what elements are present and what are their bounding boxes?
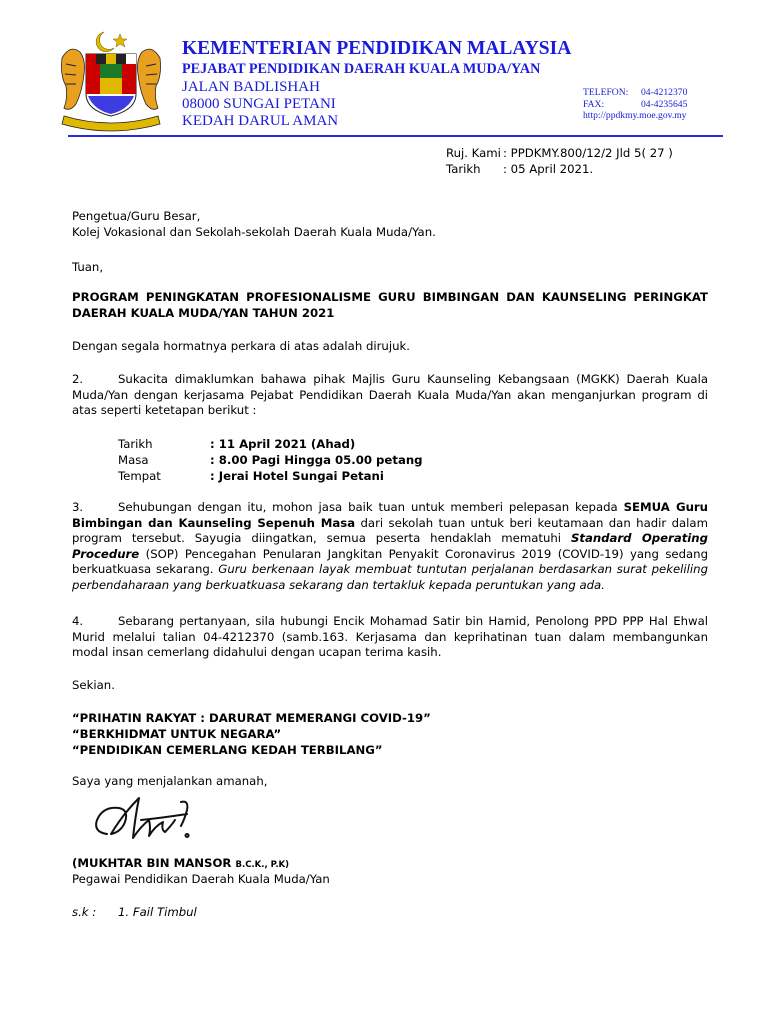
signatory-name	[72, 856, 289, 874]
paragraph-3-italic: Guru berkenaan layak membuat tuntutan perjalanan berdasarkan surat pekeliling perbendaharaan yang berkuatkuasa sekarang dan tertakluk kepada peruntukan yang ada.	[72, 562, 708, 592]
paragraph-2-text: Sukacita dimaklumkan bahawa pihak Majlis Guru Kaunseling Kebangsaan (MGKK) Daerah Kuala Muda/Yan dengan kerjasama Pejabat Pendidikan Daerah Kuala Muda/Yan akan menganjurkan program di atas seperti ketetapan berikut :	[72, 372, 708, 418]
detail-row-tarikh	[118, 436, 423, 452]
subject-heading: PROGRAM PENINGKATAN PROFESIONALISME GURU BIMBINGAN DAN KAUNSELING PERINGKAT DAERAH KUALA MUDA/YAN TAHUN 2021	[72, 290, 708, 320]
fax-label: FAX:	[583, 98, 605, 110]
paragraph-4-number: 4.	[72, 614, 84, 628]
slogan-1: “PRIHATIN RAKYAT : DARURAT MEMERANGI COVID-19”	[72, 711, 431, 725]
contact-block	[583, 87, 687, 122]
signature-image	[85, 790, 225, 850]
opening-line: Dengan segala hormatnya perkara di atas adalah dirujuk.	[72, 339, 410, 353]
address-line-3: KEDAH DARUL AMAN	[182, 113, 339, 129]
letterhead-divider	[68, 135, 723, 137]
address-line-2: 08000 SUNGAI PETANI	[182, 96, 336, 112]
paragraph-2-number: 2.	[72, 372, 84, 386]
paragraph-3-bold: SEMUA Guru Bimbingan dan Kaunseling Sepenuh Masa	[72, 500, 708, 530]
fax-number: 04-4235645	[641, 98, 688, 110]
slogan-3: “PENDIDIKAN CEMERLANG KEDAH TERBILANG”	[72, 743, 383, 757]
detail-row-tempat	[118, 468, 423, 484]
address-line-1: JALAN BADLISHAH	[182, 79, 320, 95]
paragraph-3-text: (SOP) Pencegahan Penularan Jangkitan Penyakit Coronavirus 2019 (COVID-19) yang sedang berkuatkuasa sekarang.	[72, 546, 708, 577]
paragraph-3-number: 3.	[72, 500, 84, 514]
detail-value: : 8.00 Pagi Hingga 05.00 petang	[210, 453, 423, 467]
paragraph-4	[72, 614, 708, 661]
paragraph-3-text: dari sekolah tuan untuk beri keutamaan dan hadir dalam program tersebut. Sayugia diingatkan, semua peserta hendaklah mematuhi	[72, 515, 708, 546]
recipient-line-2: Kolej Vokasional dan Sekolah-sekolah Daerah Kuala Muda/Yan.	[72, 225, 436, 239]
paragraph-2	[72, 372, 708, 419]
tarikh-value: : 05 April 2021.	[503, 161, 594, 176]
reference-block	[446, 146, 673, 177]
telefon-label: TELEFON:	[583, 87, 629, 98]
coat-of-arms-icon	[56, 28, 166, 132]
signatory-honours: B.C.K., P.K)	[235, 860, 290, 870]
telefon-number: 04-4212370	[641, 87, 688, 98]
signatory-name-text: (MUKHTAR BIN MANSOR	[72, 856, 232, 870]
tarikh-label: Tarikh	[446, 161, 481, 176]
paragraph-3	[72, 500, 708, 594]
detail-row-masa	[118, 452, 423, 468]
detail-label: Tarikh	[118, 437, 153, 451]
detail-label: Tempat	[118, 469, 161, 483]
signatory-title: Pegawai Pendidikan Daerah Kuala Muda/Yan	[72, 872, 330, 886]
amanah-line: Saya yang menjalankan amanah,	[72, 774, 268, 788]
sk-item: 1. Fail Timbul	[118, 905, 197, 919]
ruj-value: : PPDKMY.800/12/2 Jld 5( 27 )	[503, 146, 673, 160]
detail-value: : Jerai Hotel Sungai Petani	[210, 469, 384, 483]
slogan-2: “BERKHIDMAT UNTUK NEGARA”	[72, 727, 282, 741]
detail-value: : 11 April 2021 (Ahad)	[210, 437, 356, 451]
program-details	[118, 436, 423, 484]
paragraph-4-text: Sebarang pertanyaan, sila hubungi Encik Mohamad Satir bin Hamid, Penolong PPD PPP Hal Ehwal Murid melalui talian 04-4212370 (samb.163. Kerjasama dan keprihatinan tuan dalam membangunkan modal insan cemerlang didahului dengan ucapan terima kasih.	[72, 614, 708, 660]
ruj-label: Ruj. Kami	[446, 146, 501, 160]
sk-label: s.k :	[72, 905, 97, 919]
paragraph-3-text: Sehubungan dengan itu, mohon jasa baik tuan untuk memberi pelepasan kepada	[118, 500, 624, 514]
office-name: PEJABAT PENDIDIKAN DAERAH KUALA MUDA/YAN	[182, 61, 541, 77]
detail-label: Masa	[118, 453, 149, 467]
sop-term: Standard Operating Procedure	[72, 531, 708, 561]
salutation: Tuan,	[72, 260, 104, 274]
website-link[interactable]: http://ppdkmy.moe.gov.my	[583, 110, 687, 121]
recipient-line-1: Pengetua/Guru Besar,	[72, 209, 201, 223]
ministry-title: KEMENTERIAN PENDIDIKAN MALAYSIA	[182, 38, 572, 59]
closing: Sekian.	[72, 678, 115, 692]
